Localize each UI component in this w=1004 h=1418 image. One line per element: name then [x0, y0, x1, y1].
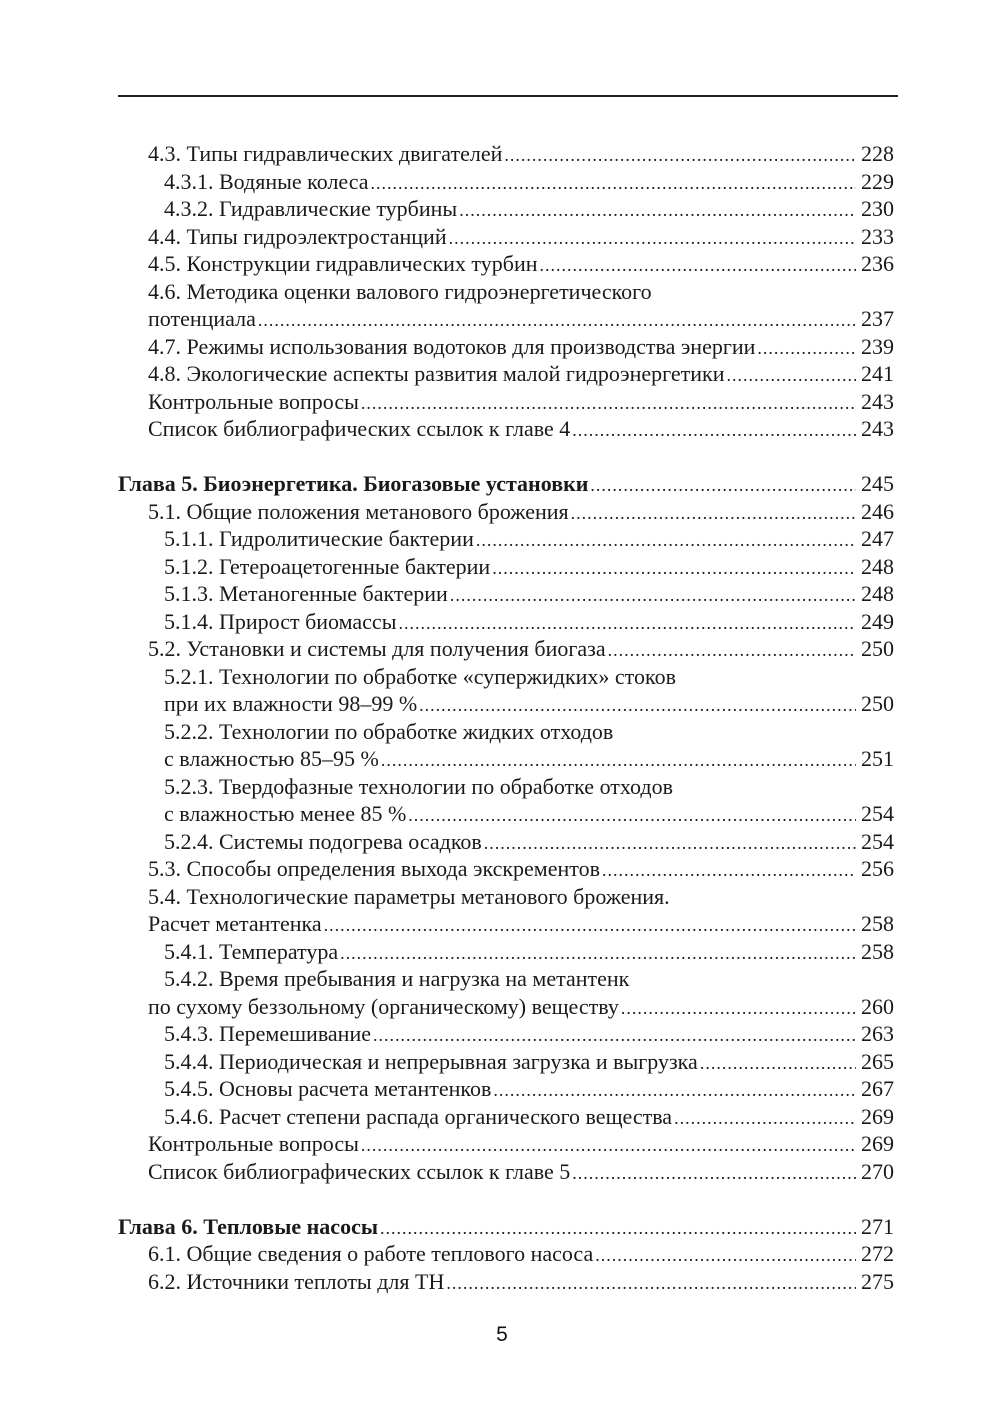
- toc-entry: [118, 278, 894, 306]
- toc-entry-page: 272: [861, 1241, 894, 1266]
- toc-entry: [118, 635, 894, 663]
- toc-entry: [118, 1075, 894, 1103]
- toc-entry: [118, 828, 894, 856]
- toc-entry-page: 256: [861, 856, 894, 881]
- toc-entry-page: 241: [861, 361, 894, 386]
- toc-entry-title: 5.2.1. Технологии по обработке «супержидких» стоков: [164, 663, 676, 689]
- toc-leader: [572, 1160, 856, 1188]
- toc-entry-title: Расчет метантенка: [148, 911, 322, 936]
- toc-leader: [757, 335, 856, 363]
- toc-leader: [361, 1132, 856, 1160]
- toc-entry-page: 248: [861, 553, 894, 579]
- toc-entry-page: 228: [861, 141, 894, 166]
- toc-leader: [373, 1022, 856, 1050]
- toc-entry-title: 5.1.4. Прирост биомассы: [164, 608, 397, 634]
- toc-entry: [118, 663, 894, 691]
- toc-entry-page: 250: [861, 691, 894, 716]
- toc-entry-title: Контрольные вопросы: [148, 1131, 359, 1156]
- toc-entry-page: 243: [861, 416, 894, 441]
- toc-leader: [621, 995, 856, 1023]
- toc-entry-page: 247: [861, 526, 894, 551]
- toc-entry-title: 5.1.2. Гетероацетогенные бактерии: [164, 553, 491, 579]
- toc-entry: [118, 965, 894, 993]
- toc-entry-page: 270: [861, 1158, 894, 1184]
- toc-entry-page: 263: [861, 1021, 894, 1046]
- toc-entry-title: 4.6. Методика оценки валового гидроэнергетического: [148, 278, 652, 304]
- toc-entry-title: 5.4.3. Перемешивание: [164, 1021, 371, 1046]
- toc-entry-title: Контрольные вопросы: [148, 388, 359, 414]
- toc-entry: [118, 580, 894, 608]
- toc-leader: [371, 170, 856, 198]
- toc-entry-page: 233: [861, 223, 894, 249]
- toc-entry-page: 250: [861, 636, 894, 661]
- toc-entry-title: с влажностью 85–95 %: [164, 746, 379, 771]
- toc-leader: [450, 582, 856, 610]
- toc-entry-title: 4.3. Типы гидравлических двигателей: [148, 141, 503, 166]
- toc-entry-title: 5.2.2. Технологии по обработке жидких отходов: [164, 718, 614, 744]
- table-of-contents: [118, 140, 894, 1295]
- toc-entry: [118, 855, 894, 883]
- toc-entry-title: 4.3.2. Гидравлические турбины: [164, 196, 458, 221]
- toc-entry-title: Список библиографических ссылок к главе 5: [148, 1158, 571, 1184]
- toc-leader: [476, 527, 856, 555]
- toc-entry-page: 267: [861, 1076, 894, 1101]
- toc-entry-title: 5.4. Технологические параметры метанового брожения.: [148, 883, 670, 909]
- toc-entry-continuation: [118, 690, 894, 718]
- toc-entry: [118, 168, 894, 196]
- toc-entry: [118, 415, 894, 443]
- toc-leader: [674, 1105, 856, 1133]
- toc-entry: [118, 360, 894, 388]
- toc-entry: [118, 333, 894, 361]
- toc-leader: [324, 912, 856, 940]
- toc-entry: [118, 1268, 894, 1296]
- toc-entry-title: потенциала: [148, 306, 256, 331]
- toc-entry: [118, 773, 894, 801]
- section-gap: [118, 1185, 894, 1213]
- toc-entry-page: 251: [861, 746, 894, 771]
- toc-entry-title: 5.4.4. Периодическая и непрерывная загрузка и выгрузка: [164, 1048, 698, 1074]
- toc-entry-title: 5.4.6. Расчет степени распада органического вещества: [164, 1103, 673, 1129]
- toc-entry-page: 248: [861, 581, 894, 606]
- toc-entry-title: 4.4. Типы гидроэлектростанций: [148, 223, 447, 249]
- toc-leader: [492, 555, 856, 583]
- section-gap: [118, 443, 894, 471]
- toc-entry-page: 245: [861, 471, 894, 496]
- page-number: 5: [496, 1323, 508, 1346]
- toc-entry: [118, 1158, 894, 1186]
- toc-entry: [118, 250, 894, 278]
- toc-entry-page: 249: [861, 608, 894, 634]
- toc-entry-page: 239: [861, 333, 894, 359]
- toc-entry-page: 269: [861, 1103, 894, 1129]
- toc-entry: [118, 1020, 894, 1048]
- toc-chapter-title: Глава 6. Тепловые насосы: [118, 1213, 379, 1239]
- toc-entry-page: 229: [861, 168, 894, 194]
- toc-entry: [118, 1130, 894, 1158]
- toc-entry-title: 6.2. Источники теплоты для ТН: [148, 1268, 445, 1294]
- toc-entry-page: 254: [861, 801, 894, 826]
- header-rule: [118, 95, 898, 97]
- toc-entry-continuation: [118, 800, 894, 828]
- toc-entry: [118, 1103, 894, 1131]
- toc-entry-title: 4.8. Экологические аспекты развития малой гидроэнергетики: [148, 361, 725, 386]
- toc-leader: [504, 142, 856, 170]
- toc-entry-page: 237: [861, 306, 894, 331]
- toc-leader: [381, 747, 856, 775]
- toc-entry-page: 271: [861, 1213, 894, 1239]
- toc-entry: [118, 718, 894, 746]
- toc-entry-title: 6.1. Общие сведения о работе теплового насоса: [148, 1241, 594, 1266]
- toc-entry: [118, 140, 894, 168]
- toc-entry: [118, 553, 894, 581]
- toc-entry: [118, 388, 894, 416]
- toc-leader: [484, 830, 856, 858]
- toc-leader: [608, 637, 856, 665]
- toc-chapter-title: Глава 5. Биоэнергетика. Биогазовые установки: [118, 471, 589, 496]
- toc-entry-title: по сухому беззольному (органическому) веществу: [148, 993, 619, 1019]
- toc-chapter: [118, 1213, 894, 1241]
- toc-entry-title: с влажностью менее 85 %: [164, 801, 407, 826]
- toc-entry-title: 4.3.1. Водяные колеса: [164, 168, 369, 194]
- toc-entry-page: 230: [861, 196, 894, 221]
- toc-leader: [380, 1215, 856, 1243]
- toc-entry: [118, 883, 894, 911]
- toc-leader: [590, 472, 856, 500]
- toc-entry-continuation: [118, 305, 894, 333]
- toc-leader: [572, 417, 856, 445]
- toc-leader: [446, 1270, 856, 1298]
- toc-entry-title: 5.4.1. Температура: [164, 938, 339, 964]
- toc-entry-title: 5.4.5. Основы расчета метантенков: [164, 1076, 492, 1101]
- toc-entry-title: 5.1.3. Метаногенные бактерии: [164, 581, 448, 606]
- toc-entry-page: 243: [861, 388, 894, 414]
- toc-leader: [540, 252, 857, 280]
- toc-entry-continuation: [118, 910, 894, 938]
- toc-leader: [408, 802, 856, 830]
- toc-leader: [398, 610, 856, 638]
- toc-leader: [571, 500, 856, 528]
- toc-entry-page: 258: [861, 938, 894, 964]
- toc-entry-continuation: [118, 745, 894, 773]
- toc-leader: [258, 307, 856, 335]
- toc-entry-title: 4.5. Конструкции гидравлических турбин: [148, 251, 538, 276]
- toc-leader: [449, 225, 856, 253]
- toc-entry: [118, 1048, 894, 1076]
- toc-entry-title: 4.7. Режимы использования водотоков для производства энергии: [148, 333, 756, 359]
- toc-leader: [340, 940, 856, 968]
- toc-chapter: [118, 470, 894, 498]
- toc-entry-page: 254: [861, 828, 894, 854]
- toc-entry-page: 269: [861, 1131, 894, 1156]
- toc-entry-continuation: [118, 993, 894, 1021]
- toc-entry-page: 236: [861, 251, 894, 276]
- toc-entry: [118, 938, 894, 966]
- toc-entry: [118, 1240, 894, 1268]
- toc-entry-page: 275: [861, 1268, 894, 1294]
- toc-leader: [700, 1050, 856, 1078]
- toc-entry-title: 5.2.3. Твердофазные технологии по обработке отходов: [164, 773, 674, 799]
- toc-entry: [118, 608, 894, 636]
- toc-entry-page: 246: [861, 498, 894, 524]
- toc-entry: [118, 223, 894, 251]
- toc-entry-page: 265: [861, 1048, 894, 1074]
- toc-leader: [419, 692, 856, 720]
- toc-entry-title: 5.2.4. Системы подогрева осадков: [164, 828, 482, 854]
- toc-entry-title: при их влажности 98–99 %: [164, 691, 418, 716]
- toc-leader: [361, 390, 856, 418]
- toc-entry-page: 258: [861, 911, 894, 936]
- toc-entry-title: Список библиографических ссылок к главе 4: [148, 416, 571, 441]
- toc-entry-title: 5.2. Установки и системы для получения биогаза: [148, 636, 606, 661]
- toc-entry: [118, 498, 894, 526]
- toc-leader: [459, 197, 856, 225]
- toc-leader: [493, 1077, 856, 1105]
- toc-entry-title: 5.1. Общие положения метанового брожения: [148, 498, 569, 524]
- toc-entry-page: 260: [861, 993, 894, 1019]
- toc-entry: [118, 525, 894, 553]
- toc-leader: [602, 857, 856, 885]
- toc-leader: [595, 1242, 856, 1270]
- toc-entry-title: 5.4.2. Время пребывания и нагрузка на метантенк: [164, 966, 630, 991]
- toc-leader: [727, 362, 856, 390]
- toc-entry: [118, 195, 894, 223]
- toc-entry-title: 5.3. Способы определения выхода экскрементов: [148, 856, 600, 881]
- toc-entry-title: 5.1.1. Гидролитические бактерии: [164, 526, 474, 551]
